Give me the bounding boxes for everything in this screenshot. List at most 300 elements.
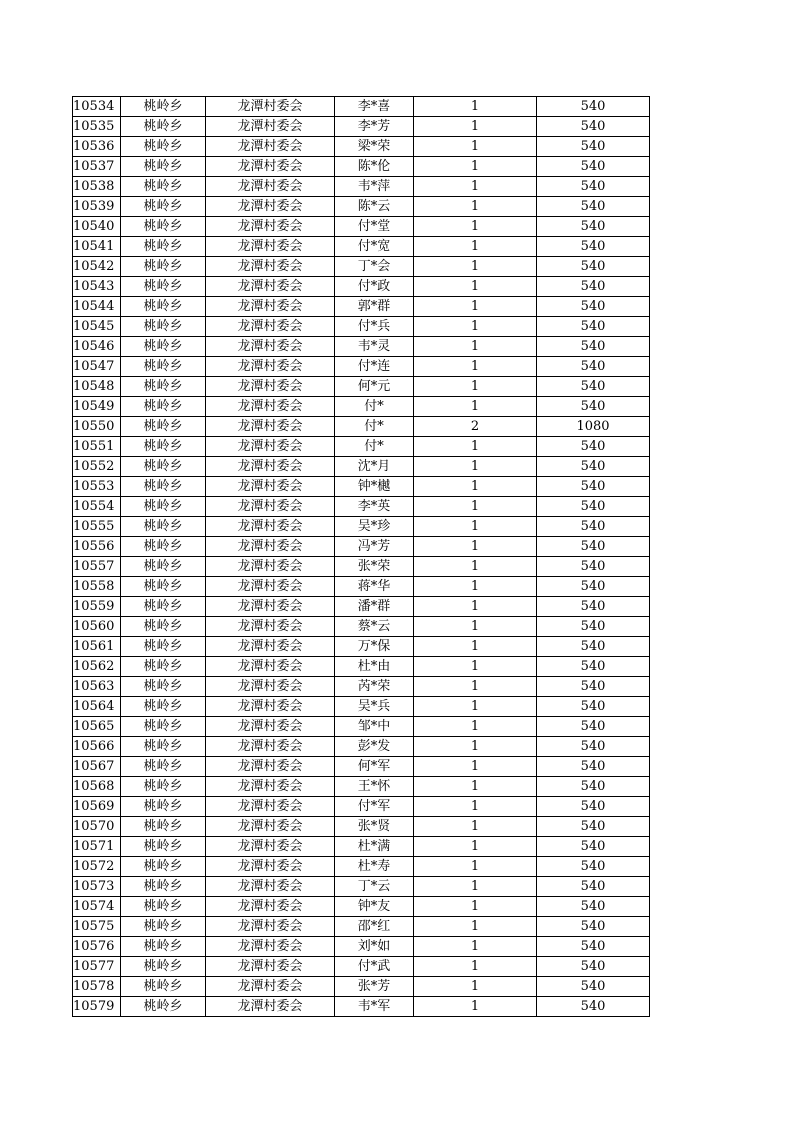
cell-township: 桃岭乡	[121, 297, 206, 317]
cell-village-committee: 龙潭村委会	[206, 177, 335, 197]
cell-township: 桃岭乡	[121, 357, 206, 377]
cell-count: 1	[414, 177, 537, 197]
cell-serial-number: 10569	[73, 797, 121, 817]
cell-count: 1	[414, 137, 537, 157]
cell-township: 桃岭乡	[121, 437, 206, 457]
cell-count: 1	[414, 157, 537, 177]
cell-person-name: 付*武	[335, 957, 414, 977]
cell-serial-number: 10574	[73, 897, 121, 917]
cell-township: 桃岭乡	[121, 857, 206, 877]
cell-serial-number: 10540	[73, 217, 121, 237]
cell-count: 1	[414, 297, 537, 317]
cell-count: 1	[414, 577, 537, 597]
cell-amount: 540	[537, 737, 650, 757]
cell-serial-number: 10557	[73, 557, 121, 577]
cell-serial-number: 10570	[73, 817, 121, 837]
cell-person-name: 冯*芳	[335, 537, 414, 557]
table-row	[73, 937, 650, 957]
cell-count: 1	[414, 397, 537, 417]
table-row	[73, 777, 650, 797]
cell-township: 桃岭乡	[121, 997, 206, 1017]
table-row	[73, 737, 650, 757]
cell-village-committee: 龙潭村委会	[206, 157, 335, 177]
cell-township: 桃岭乡	[121, 957, 206, 977]
table-row	[73, 217, 650, 237]
cell-village-committee: 龙潭村委会	[206, 597, 335, 617]
cell-person-name: 韦*军	[335, 997, 414, 1017]
table-row	[73, 577, 650, 597]
cell-township: 桃岭乡	[121, 217, 206, 237]
cell-amount: 540	[537, 577, 650, 597]
cell-amount: 540	[537, 997, 650, 1017]
cell-township: 桃岭乡	[121, 657, 206, 677]
cell-serial-number: 10563	[73, 677, 121, 697]
cell-township: 桃岭乡	[121, 917, 206, 937]
cell-amount: 540	[537, 237, 650, 257]
cell-serial-number: 10561	[73, 637, 121, 657]
cell-amount: 540	[537, 637, 650, 657]
table-row	[73, 277, 650, 297]
table-row	[73, 257, 650, 277]
cell-person-name: 钟*樾	[335, 477, 414, 497]
table-row	[73, 797, 650, 817]
cell-village-committee: 龙潭村委会	[206, 617, 335, 637]
cell-amount: 540	[537, 697, 650, 717]
cell-count: 1	[414, 777, 537, 797]
cell-village-committee: 龙潭村委会	[206, 757, 335, 777]
cell-person-name: 张*芳	[335, 977, 414, 997]
cell-serial-number: 10572	[73, 857, 121, 877]
cell-person-name: 付*兵	[335, 317, 414, 337]
cell-count: 1	[414, 717, 537, 737]
cell-count: 1	[414, 737, 537, 757]
table-row	[73, 717, 650, 737]
cell-township: 桃岭乡	[121, 777, 206, 797]
cell-person-name: 付*军	[335, 797, 414, 817]
cell-person-name: 彭*发	[335, 737, 414, 757]
cell-serial-number: 10542	[73, 257, 121, 277]
cell-serial-number: 10552	[73, 457, 121, 477]
cell-serial-number: 10548	[73, 377, 121, 397]
cell-amount: 540	[537, 437, 650, 457]
cell-count: 1	[414, 757, 537, 777]
cell-person-name: 蒋*华	[335, 577, 414, 597]
cell-count: 1	[414, 97, 537, 117]
cell-amount: 1080	[537, 417, 650, 437]
cell-village-committee: 龙潭村委会	[206, 817, 335, 837]
cell-count: 1	[414, 677, 537, 697]
cell-amount: 540	[537, 657, 650, 677]
cell-serial-number: 10543	[73, 277, 121, 297]
cell-serial-number: 10535	[73, 117, 121, 137]
cell-township: 桃岭乡	[121, 517, 206, 537]
cell-township: 桃岭乡	[121, 557, 206, 577]
table-row	[73, 637, 650, 657]
cell-serial-number: 10551	[73, 437, 121, 457]
cell-count: 1	[414, 897, 537, 917]
cell-amount: 540	[537, 777, 650, 797]
cell-count: 1	[414, 217, 537, 237]
cell-township: 桃岭乡	[121, 97, 206, 117]
cell-count: 1	[414, 657, 537, 677]
cell-amount: 540	[537, 117, 650, 137]
cell-person-name: 丁*会	[335, 257, 414, 277]
cell-count: 1	[414, 917, 537, 937]
table-row	[73, 597, 650, 617]
cell-person-name: 杜*寿	[335, 857, 414, 877]
cell-count: 1	[414, 237, 537, 257]
cell-person-name: 杜*由	[335, 657, 414, 677]
cell-township: 桃岭乡	[121, 617, 206, 637]
cell-person-name: 丁*云	[335, 877, 414, 897]
cell-village-committee: 龙潭村委会	[206, 437, 335, 457]
cell-village-committee: 龙潭村委会	[206, 97, 335, 117]
cell-person-name: 付*堂	[335, 217, 414, 237]
cell-village-committee: 龙潭村委会	[206, 857, 335, 877]
table-row	[73, 237, 650, 257]
cell-count: 1	[414, 277, 537, 297]
cell-serial-number: 10546	[73, 337, 121, 357]
cell-amount: 540	[537, 177, 650, 197]
cell-amount: 540	[537, 597, 650, 617]
table-row	[73, 417, 650, 437]
cell-person-name: 邹*中	[335, 717, 414, 737]
cell-amount: 540	[537, 377, 650, 397]
cell-township: 桃岭乡	[121, 137, 206, 157]
cell-person-name: 付*宽	[335, 237, 414, 257]
cell-serial-number: 10578	[73, 977, 121, 997]
cell-village-committee: 龙潭村委会	[206, 797, 335, 817]
cell-village-committee: 龙潭村委会	[206, 777, 335, 797]
cell-amount: 540	[537, 717, 650, 737]
table-row	[73, 957, 650, 977]
cell-person-name: 李*英	[335, 497, 414, 517]
cell-person-name: 万*保	[335, 637, 414, 657]
cell-village-committee: 龙潭村委会	[206, 257, 335, 277]
cell-amount: 540	[537, 557, 650, 577]
cell-township: 桃岭乡	[121, 937, 206, 957]
cell-count: 1	[414, 357, 537, 377]
cell-township: 桃岭乡	[121, 817, 206, 837]
cell-village-committee: 龙潭村委会	[206, 657, 335, 677]
cell-person-name: 陈*云	[335, 197, 414, 217]
table-row	[73, 317, 650, 337]
cell-village-committee: 龙潭村委会	[206, 717, 335, 737]
cell-serial-number: 10541	[73, 237, 121, 257]
cell-township: 桃岭乡	[121, 737, 206, 757]
table-row	[73, 397, 650, 417]
cell-serial-number: 10554	[73, 497, 121, 517]
table-row	[73, 837, 650, 857]
cell-amount: 540	[537, 397, 650, 417]
cell-serial-number: 10544	[73, 297, 121, 317]
cell-amount: 540	[537, 317, 650, 337]
cell-amount: 540	[537, 197, 650, 217]
cell-count: 1	[414, 857, 537, 877]
cell-count: 1	[414, 517, 537, 537]
cell-serial-number: 10564	[73, 697, 121, 717]
cell-count: 1	[414, 837, 537, 857]
cell-serial-number: 10550	[73, 417, 121, 437]
cell-count: 1	[414, 937, 537, 957]
cell-village-committee: 龙潭村委会	[206, 937, 335, 957]
cell-amount: 540	[537, 837, 650, 857]
cell-village-committee: 龙潭村委会	[206, 537, 335, 557]
cell-count: 2	[414, 417, 537, 437]
table-row	[73, 117, 650, 137]
cell-amount: 540	[537, 957, 650, 977]
table-row	[73, 177, 650, 197]
cell-amount: 540	[537, 937, 650, 957]
table-row	[73, 377, 650, 397]
cell-village-committee: 龙潭村委会	[206, 337, 335, 357]
cell-amount: 540	[537, 357, 650, 377]
cell-township: 桃岭乡	[121, 597, 206, 617]
cell-count: 1	[414, 197, 537, 217]
cell-township: 桃岭乡	[121, 197, 206, 217]
cell-village-committee: 龙潭村委会	[206, 117, 335, 137]
cell-count: 1	[414, 997, 537, 1017]
cell-serial-number: 10565	[73, 717, 121, 737]
cell-township: 桃岭乡	[121, 277, 206, 297]
cell-count: 1	[414, 317, 537, 337]
table-row	[73, 857, 650, 877]
cell-person-name: 付*	[335, 397, 414, 417]
cell-amount: 540	[537, 857, 650, 877]
table-row	[73, 877, 650, 897]
cell-person-name: 张*贤	[335, 817, 414, 837]
cell-township: 桃岭乡	[121, 977, 206, 997]
cell-township: 桃岭乡	[121, 377, 206, 397]
cell-amount: 540	[537, 977, 650, 997]
cell-amount: 540	[537, 617, 650, 637]
cell-serial-number: 10576	[73, 937, 121, 957]
cell-count: 1	[414, 337, 537, 357]
cell-amount: 540	[537, 297, 650, 317]
cell-village-committee: 龙潭村委会	[206, 317, 335, 337]
cell-village-committee: 龙潭村委会	[206, 397, 335, 417]
cell-amount: 540	[537, 537, 650, 557]
cell-count: 1	[414, 797, 537, 817]
cell-township: 桃岭乡	[121, 497, 206, 517]
cell-amount: 540	[537, 337, 650, 357]
cell-village-committee: 龙潭村委会	[206, 477, 335, 497]
cell-village-committee: 龙潭村委会	[206, 997, 335, 1017]
cell-serial-number: 10567	[73, 757, 121, 777]
cell-person-name: 李*芳	[335, 117, 414, 137]
cell-township: 桃岭乡	[121, 677, 206, 697]
cell-person-name: 芮*荣	[335, 677, 414, 697]
cell-serial-number: 10537	[73, 157, 121, 177]
cell-village-committee: 龙潭村委会	[206, 217, 335, 237]
cell-person-name: 付*	[335, 437, 414, 457]
cell-serial-number: 10556	[73, 537, 121, 557]
cell-count: 1	[414, 497, 537, 517]
cell-township: 桃岭乡	[121, 897, 206, 917]
cell-count: 1	[414, 697, 537, 717]
cell-person-name: 付*政	[335, 277, 414, 297]
cell-township: 桃岭乡	[121, 157, 206, 177]
cell-amount: 540	[537, 97, 650, 117]
cell-township: 桃岭乡	[121, 457, 206, 477]
cell-amount: 540	[537, 497, 650, 517]
cell-village-committee: 龙潭村委会	[206, 277, 335, 297]
cell-township: 桃岭乡	[121, 757, 206, 777]
cell-serial-number: 10545	[73, 317, 121, 337]
cell-count: 1	[414, 977, 537, 997]
cell-count: 1	[414, 557, 537, 577]
cell-amount: 540	[537, 457, 650, 477]
cell-village-committee: 龙潭村委会	[206, 297, 335, 317]
cell-amount: 540	[537, 797, 650, 817]
table-row	[73, 477, 650, 497]
cell-count: 1	[414, 437, 537, 457]
cell-village-committee: 龙潭村委会	[206, 697, 335, 717]
cell-amount: 540	[537, 517, 650, 537]
cell-person-name: 潘*群	[335, 597, 414, 617]
cell-amount: 540	[537, 757, 650, 777]
table-row	[73, 817, 650, 837]
table-row	[73, 537, 650, 557]
cell-amount: 540	[537, 877, 650, 897]
cell-township: 桃岭乡	[121, 317, 206, 337]
cell-township: 桃岭乡	[121, 537, 206, 557]
cell-amount: 540	[537, 217, 650, 237]
table-body	[73, 97, 650, 1017]
cell-person-name: 李*喜	[335, 97, 414, 117]
table-row	[73, 557, 650, 577]
cell-village-committee: 龙潭村委会	[206, 837, 335, 857]
cell-township: 桃岭乡	[121, 717, 206, 737]
cell-person-name: 何*军	[335, 757, 414, 777]
cell-person-name: 邵*红	[335, 917, 414, 937]
cell-village-committee: 龙潭村委会	[206, 897, 335, 917]
table-row	[73, 457, 650, 477]
cell-serial-number: 10539	[73, 197, 121, 217]
cell-amount: 540	[537, 257, 650, 277]
table-row	[73, 137, 650, 157]
table-row	[73, 517, 650, 537]
table-row	[73, 677, 650, 697]
cell-count: 1	[414, 257, 537, 277]
cell-township: 桃岭乡	[121, 257, 206, 277]
cell-amount: 540	[537, 917, 650, 937]
cell-village-committee: 龙潭村委会	[206, 517, 335, 537]
cell-person-name: 吴*兵	[335, 697, 414, 717]
cell-person-name: 蔡*云	[335, 617, 414, 637]
table-row	[73, 977, 650, 997]
cell-person-name: 刘*如	[335, 937, 414, 957]
cell-amount: 540	[537, 897, 650, 917]
cell-serial-number: 10560	[73, 617, 121, 637]
table-row	[73, 197, 650, 217]
table-row	[73, 497, 650, 517]
table-row	[73, 617, 650, 637]
cell-count: 1	[414, 117, 537, 137]
table-row	[73, 337, 650, 357]
cell-village-committee: 龙潭村委会	[206, 977, 335, 997]
cell-township: 桃岭乡	[121, 177, 206, 197]
cell-village-committee: 龙潭村委会	[206, 877, 335, 897]
table-row	[73, 997, 650, 1017]
cell-count: 1	[414, 617, 537, 637]
cell-village-committee: 龙潭村委会	[206, 197, 335, 217]
cell-person-name: 钟*友	[335, 897, 414, 917]
cell-count: 1	[414, 637, 537, 657]
cell-person-name: 梁*荣	[335, 137, 414, 157]
cell-amount: 540	[537, 277, 650, 297]
cell-person-name: 付*	[335, 417, 414, 437]
table-row	[73, 897, 650, 917]
cell-village-committee: 龙潭村委会	[206, 137, 335, 157]
cell-person-name: 郭*群	[335, 297, 414, 317]
cell-serial-number: 10534	[73, 97, 121, 117]
cell-amount: 540	[537, 817, 650, 837]
cell-serial-number: 10559	[73, 597, 121, 617]
cell-serial-number: 10562	[73, 657, 121, 677]
cell-village-committee: 龙潭村委会	[206, 957, 335, 977]
cell-village-committee: 龙潭村委会	[206, 457, 335, 477]
table-row	[73, 657, 650, 677]
cell-count: 1	[414, 877, 537, 897]
cell-person-name: 吴*珍	[335, 517, 414, 537]
cell-village-committee: 龙潭村委会	[206, 497, 335, 517]
cell-person-name: 韦*萍	[335, 177, 414, 197]
cell-township: 桃岭乡	[121, 637, 206, 657]
cell-person-name: 杜*满	[335, 837, 414, 857]
cell-village-committee: 龙潭村委会	[206, 557, 335, 577]
cell-serial-number: 10577	[73, 957, 121, 977]
cell-count: 1	[414, 537, 537, 557]
cell-serial-number: 10547	[73, 357, 121, 377]
cell-township: 桃岭乡	[121, 697, 206, 717]
cell-serial-number: 10558	[73, 577, 121, 597]
cell-amount: 540	[537, 157, 650, 177]
cell-serial-number: 10568	[73, 777, 121, 797]
cell-township: 桃岭乡	[121, 397, 206, 417]
table-row	[73, 437, 650, 457]
cell-count: 1	[414, 377, 537, 397]
cell-person-name: 沈*月	[335, 457, 414, 477]
table-row	[73, 157, 650, 177]
cell-township: 桃岭乡	[121, 577, 206, 597]
cell-person-name: 王*怀	[335, 777, 414, 797]
cell-count: 1	[414, 477, 537, 497]
cell-count: 1	[414, 597, 537, 617]
cell-township: 桃岭乡	[121, 237, 206, 257]
cell-serial-number: 10573	[73, 877, 121, 897]
table-row	[73, 917, 650, 937]
cell-village-committee: 龙潭村委会	[206, 417, 335, 437]
cell-serial-number: 10555	[73, 517, 121, 537]
cell-serial-number: 10579	[73, 997, 121, 1017]
subsidy-roster-table	[72, 96, 650, 1017]
cell-serial-number: 10571	[73, 837, 121, 857]
cell-township: 桃岭乡	[121, 877, 206, 897]
cell-village-committee: 龙潭村委会	[206, 677, 335, 697]
table-row	[73, 757, 650, 777]
cell-village-committee: 龙潭村委会	[206, 377, 335, 397]
cell-serial-number: 10575	[73, 917, 121, 937]
cell-person-name: 何*元	[335, 377, 414, 397]
cell-person-name: 陈*伦	[335, 157, 414, 177]
cell-amount: 540	[537, 677, 650, 697]
table-row	[73, 357, 650, 377]
cell-serial-number: 10553	[73, 477, 121, 497]
cell-amount: 540	[537, 477, 650, 497]
cell-village-committee: 龙潭村委会	[206, 637, 335, 657]
cell-village-committee: 龙潭村委会	[206, 357, 335, 377]
